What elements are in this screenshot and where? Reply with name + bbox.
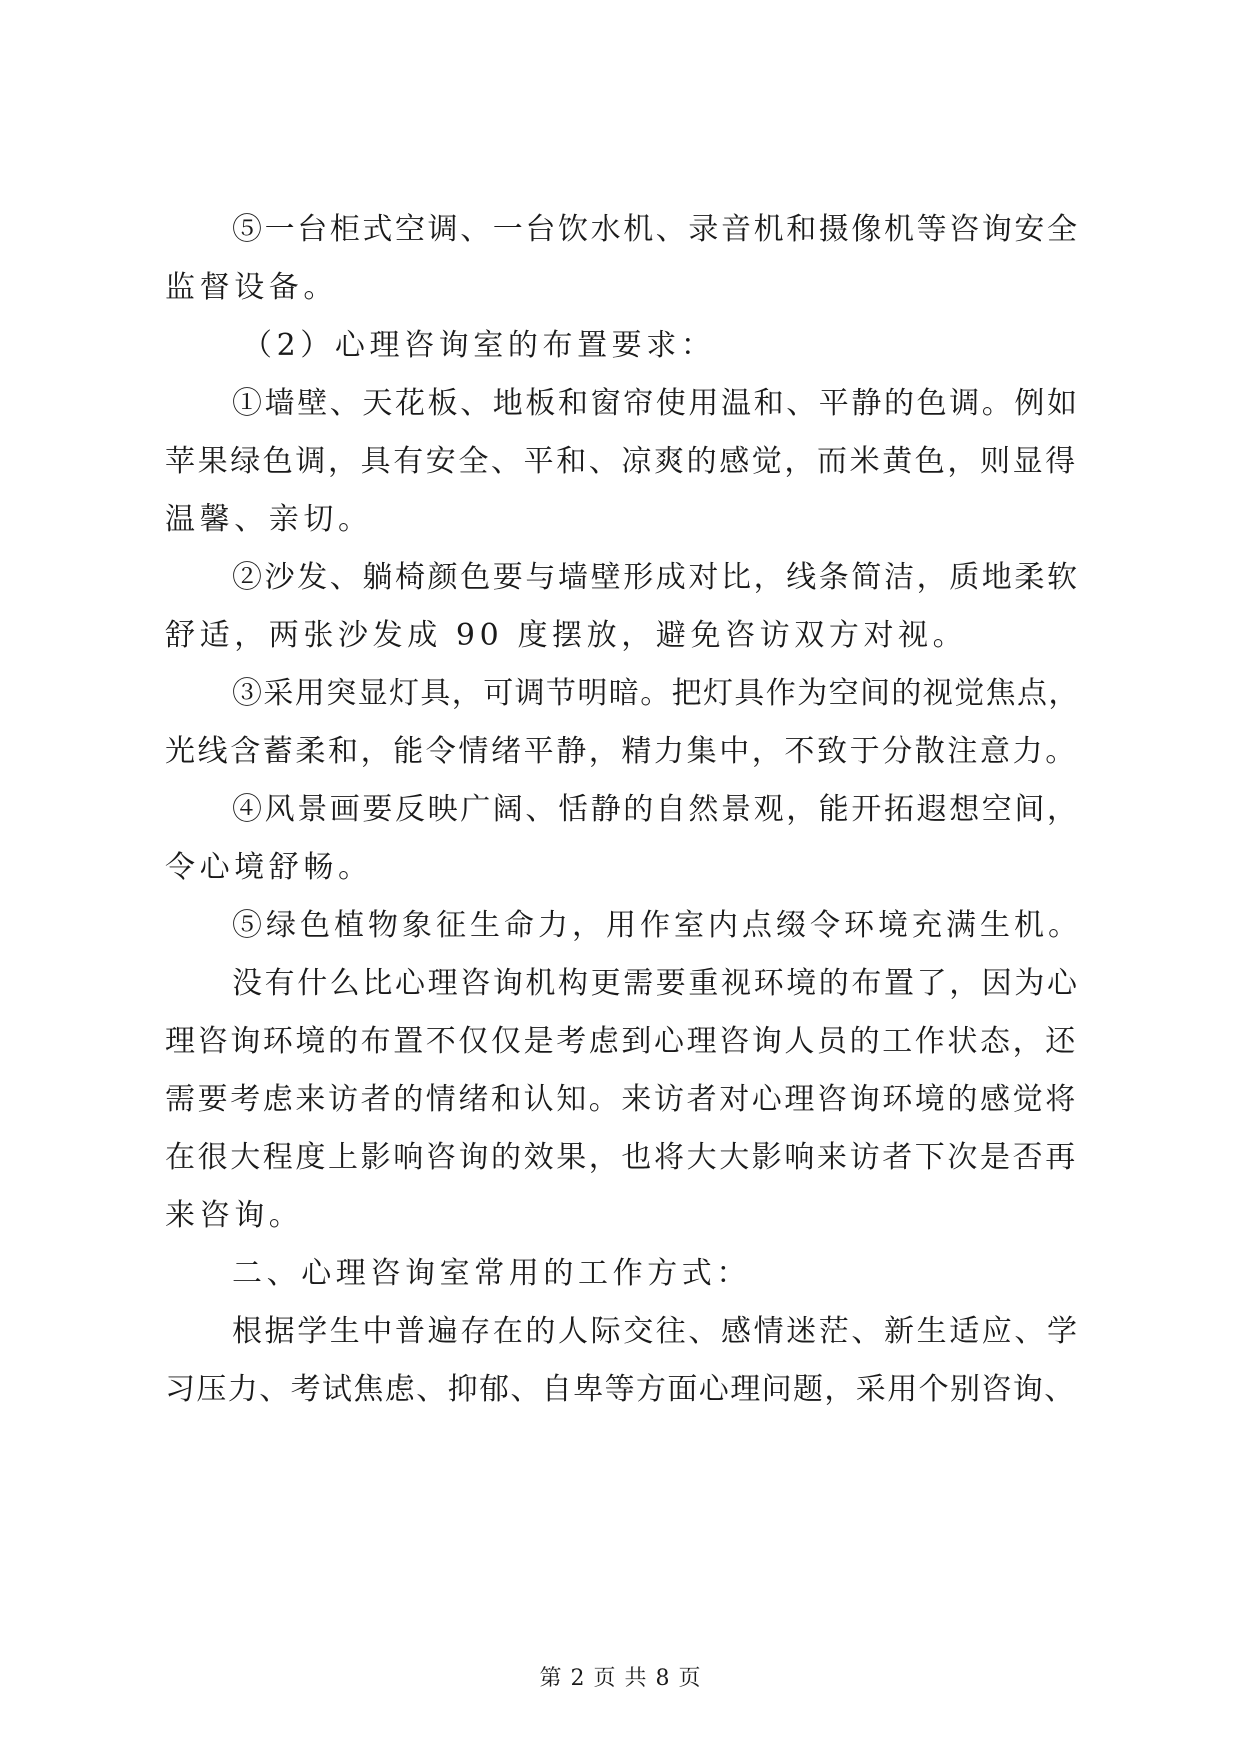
text-line: 理咨询环境的布置不仅仅是考虑到心理咨询人员的工作状态，还 xyxy=(165,1024,1078,1059)
text-line: 需要考虑来访者的情绪和认知。来访者对心理咨询环境的感觉将 xyxy=(165,1082,1078,1117)
text-line: 苹果绿色调，具有安全、平和、凉爽的感觉，而米黄色，则显得 xyxy=(165,444,1078,479)
section-heading: （2）心理咨询室的布置要求： xyxy=(242,328,716,363)
text-line: 来咨询。 xyxy=(165,1198,304,1233)
text-line: 在很大程度上影响咨询的效果，也将大大影响来访者下次是否再 xyxy=(165,1140,1078,1175)
text-line: ②沙发、躺椅颜色要与墙壁形成对比，线条简洁，质地柔软 xyxy=(232,560,1080,595)
text-line: ①墙壁、天花板、地板和窗帘使用温和、平静的色调。例如 xyxy=(232,386,1080,421)
text-line: 光线含蓄柔和，能令情绪平静，精力集中，不致于分散注意力。 xyxy=(165,734,1078,769)
section-heading: 二、心理咨询室常用的工作方式： xyxy=(232,1256,751,1291)
page-number: 第 2 页 共 8 页 xyxy=(539,1666,702,1691)
text-line: 习压力、考试焦虑、抑郁、自卑等方面心理问题，采用个别咨询、 xyxy=(165,1372,1076,1407)
text-line: 舒适，两张沙发成 90 度摆放，避免咨访双方对视。 xyxy=(165,618,968,653)
text-line: 根据学生中普遍存在的人际交往、感情迷茫、新生适应、学 xyxy=(232,1314,1080,1349)
text-line: 监督设备。 xyxy=(165,270,338,305)
text-line: ⑤一台柜式空调、一台饮水机、录音机和摄像机等咨询安全 xyxy=(232,212,1080,247)
text-line: ③采用突显灯具，可调节明暗。把灯具作为空间的视觉焦点， xyxy=(232,676,1080,711)
text-line: ④风景画要反映广阔、恬静的自然景观，能开拓遐想空间， xyxy=(232,792,1080,827)
text-line: 没有什么比心理咨询机构更需要重视环境的布置了，因为心 xyxy=(232,966,1080,1001)
text-line: 令心境舒畅。 xyxy=(165,850,373,885)
text-line: 温馨、亲切。 xyxy=(165,502,373,537)
text-line: ⑤绿色植物象征生命力，用作室内点缀令环境充满生机。 xyxy=(232,908,1082,943)
